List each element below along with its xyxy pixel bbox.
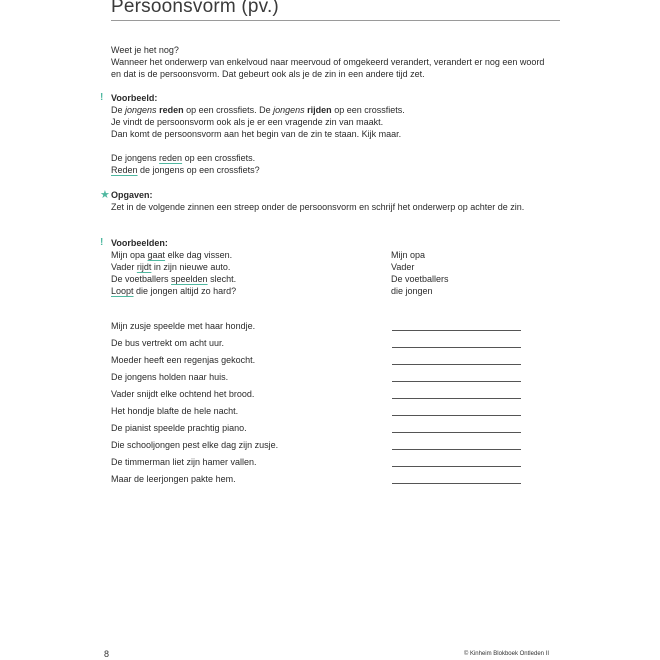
exercise-sentence[interactable]: De timmerman liet zijn hamer vallen. [111,457,257,467]
exercise-sentence[interactable]: Moeder heeft een regenjas gekocht. [111,355,256,365]
answer-line[interactable] [392,381,521,382]
exercise-row [111,439,521,451]
exercise-sentence[interactable]: Vader snijdt elke ochtend het brood. [111,389,255,399]
answer-line[interactable] [392,415,521,416]
voorbeeld-sentence-1: De jongens reden op een crossfiets. [111,153,256,163]
exclamation-icon: ! [100,92,104,103]
answer-line[interactable] [392,466,521,467]
exercise-sentence[interactable]: Het hondje blafte de hele nacht. [111,406,239,416]
opgaven-instruction: Zet in de volgende zinnen een streep onder de persoonsvorm en schrijf het onderwerp op achter de zin. [111,202,525,212]
exercise-sentence[interactable]: De jongens holden naar huis. [111,372,229,382]
exclamation-icon: ! [100,237,104,248]
answer-line[interactable] [392,449,521,450]
voorbeelden-answer: De voetballers [391,274,449,284]
exercise-row [111,337,521,349]
exercise-row [111,405,521,417]
voorbeeld-line-3: Dan komt de persoonsvorm aan het begin van de zin te staan. Kijk maar. [111,129,402,139]
star-icon: ★ [100,189,110,201]
voorbeeld-line-2: Je vindt de persoonsvorm ook als je er een vragende zin van maakt. [111,117,384,127]
exercise-row [111,473,521,485]
intro-question: Weet je het nog? [111,45,179,55]
copyright-notice: © Kinheim Blokboek Ontleden II [463,651,549,657]
exercise-sentence[interactable]: De pianist speelde prachtig piano. [111,423,247,433]
exercise-row [111,354,521,366]
answer-line[interactable] [392,364,521,365]
title-divider [111,20,560,21]
voorbeelden-answer: Vader [391,262,415,272]
voorbeelden-sentence: Mijn opa gaat elke dag vissen. [111,250,233,260]
answer-line[interactable] [392,432,521,433]
voorbeelden-sentence: Vader rijdt in zijn nieuwe auto. [111,262,231,272]
answer-line[interactable] [392,483,521,484]
exercise-sentence[interactable]: Maar de leerjongen pakte hem. [111,474,236,484]
opgaven-heading: Opgaven: [111,190,153,200]
answer-line[interactable] [392,347,521,348]
exercise-row [111,422,521,434]
intro-text: Wanneer het onderwerp van enkelvoud naar meervoud of omgekeerd verandert, verandert er nog een woord en dat is de persoonsvorm. Dat gebeurt ook als je de zin in een andere tijd zet. [111,57,545,79]
voorbeelden-answer: die jongen [391,286,433,296]
exercise-sentence[interactable]: Mijn zusje speelde met haar hondje. [111,321,256,331]
exercise-row [111,456,521,468]
exercise-sentence[interactable]: De bus vertrekt om acht uur. [111,338,225,348]
exercise-row [111,371,521,383]
exercise-sentence[interactable]: Die schooljongen pest elke dag zijn zusje. [111,440,279,450]
exercise-row [111,320,521,332]
voorbeelden-answer: Mijn opa [391,250,426,260]
voorbeelden-sentence: Loopt die jongen altijd zo hard? [111,286,237,296]
page-number: 8 [104,649,110,659]
exercise-row [111,388,521,400]
voorbeeld-heading: Voorbeeld: [111,93,158,103]
voorbeelden-sentence: De voetballers speelden slecht. [111,274,237,284]
voorbeelden-heading: Voorbeelden: [111,238,168,248]
voorbeeld-line-1: De jongens reden op een crossfiets. De jongens rijden op een crossfiets. [111,105,405,115]
answer-line[interactable] [392,330,521,331]
page-title: Persoonsvorm (pv.) [111,0,279,17]
voorbeeld-sentence-2: Reden de jongens op een crossfiets? [111,165,260,175]
answer-line[interactable] [392,398,521,399]
